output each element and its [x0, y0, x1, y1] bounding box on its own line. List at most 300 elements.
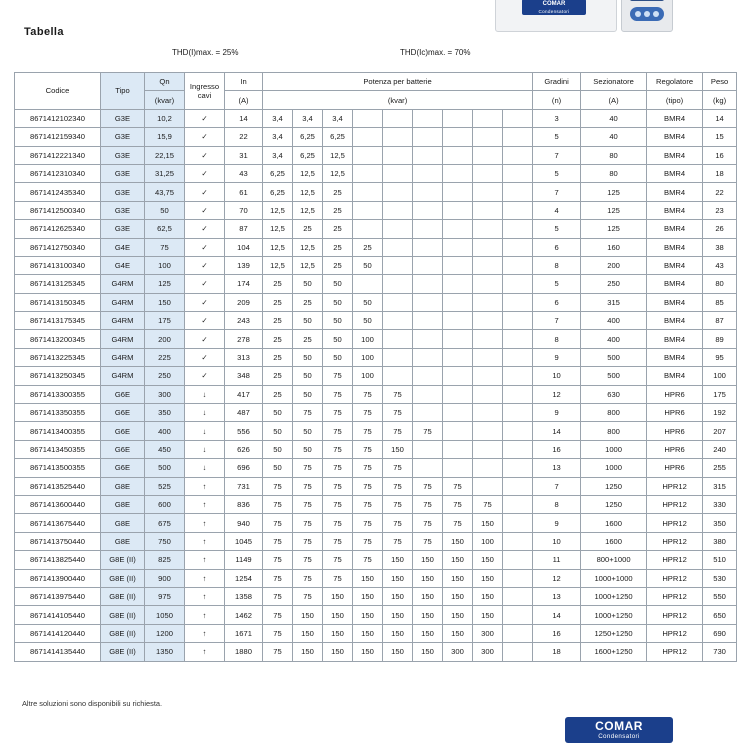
cell-peso: 89: [703, 330, 737, 348]
cell-tipo: G8E (II): [101, 587, 145, 605]
cell-potenza-6: 75: [413, 514, 443, 532]
cell-peso: 690: [703, 624, 737, 642]
cell-in: 1045: [225, 532, 263, 550]
cell-codice: 8671413450355: [15, 440, 101, 458]
cell-potenza-3: 50: [323, 293, 353, 311]
cell-potenza-3: 75: [323, 477, 353, 495]
cell-potenza-4: 75: [353, 514, 383, 532]
cell-in: 31: [225, 146, 263, 164]
header-gradini: Gradini: [533, 73, 581, 91]
cell-potenza-1: 12,5: [263, 201, 293, 219]
cell-potenza-6: [413, 385, 443, 403]
cell-sezionatore: 800: [581, 422, 647, 440]
cell-potenza-6: [413, 109, 443, 127]
cell-potenza-6: 150: [413, 606, 443, 624]
cell-peso: 650: [703, 606, 737, 624]
cell-potenza-4: [353, 128, 383, 146]
cell-potenza-7: [443, 348, 473, 366]
cell-potenza-5: 75: [383, 404, 413, 422]
cell-potenza-9: [503, 624, 533, 642]
cell-potenza-5: [383, 128, 413, 146]
cell-potenza-2: 50: [293, 275, 323, 293]
cell-potenza-2: 12,5: [293, 164, 323, 182]
cell-potenza-8: [473, 238, 503, 256]
cell-potenza-1: 12,5: [263, 220, 293, 238]
cell-regolatore: HPR12: [647, 532, 703, 550]
cell-potenza-9: [503, 183, 533, 201]
cell-peso: 255: [703, 459, 737, 477]
cell-potenza-9: [503, 201, 533, 219]
cell-potenza-5: 150: [383, 587, 413, 605]
unit-regolatore: (tipo): [647, 91, 703, 109]
cell-qn: 50: [145, 201, 185, 219]
cell-potenza-7: [443, 183, 473, 201]
cell-gradini: 12: [533, 569, 581, 587]
cell-codice: 8671414120440: [15, 624, 101, 642]
cell-potenza-5: 75: [383, 385, 413, 403]
cell-potenza-6: [413, 330, 443, 348]
cell-codice: 8671413500355: [15, 459, 101, 477]
table-row: [15, 348, 737, 366]
table-row: [15, 587, 737, 605]
cell-potenza-4: 75: [353, 532, 383, 550]
cell-sezionatore: 125: [581, 201, 647, 219]
cell-in: 1149: [225, 551, 263, 569]
cell-potenza-7: [443, 128, 473, 146]
cell-potenza-9: [503, 146, 533, 164]
cell-potenza-4: 150: [353, 569, 383, 587]
cell-qn: 350: [145, 404, 185, 422]
cell-in: 348: [225, 367, 263, 385]
cell-regolatore: HPR12: [647, 569, 703, 587]
cell-potenza-2: 12,5: [293, 256, 323, 274]
cell-potenza-9: [503, 606, 533, 624]
cell-ingresso-cavi: ✓: [185, 330, 225, 348]
page-title: Tabella: [24, 26, 64, 38]
cell-codice: 8671414105440: [15, 606, 101, 624]
cell-peso: 85: [703, 293, 737, 311]
cell-gradini: 6: [533, 293, 581, 311]
cell-potenza-7: [443, 256, 473, 274]
cell-potenza-9: [503, 587, 533, 605]
cell-ingresso-cavi: ↑: [185, 551, 225, 569]
table-row: [15, 495, 737, 513]
cell-ingresso-cavi: ↑: [185, 643, 225, 661]
cell-qn: 62,5: [145, 220, 185, 238]
cell-potenza-6: [413, 275, 443, 293]
cell-potenza-2: 50: [293, 422, 323, 440]
cell-regolatore: HPR6: [647, 422, 703, 440]
cell-potenza-7: [443, 385, 473, 403]
cell-gradini: 9: [533, 348, 581, 366]
cell-potenza-9: [503, 164, 533, 182]
cell-codice: 8671412159340: [15, 128, 101, 146]
cell-potenza-3: 25: [323, 238, 353, 256]
cell-codice: 8671412310340: [15, 164, 101, 182]
cell-potenza-6: [413, 459, 443, 477]
cell-potenza-9: [503, 256, 533, 274]
cell-potenza-1: 75: [263, 477, 293, 495]
cell-potenza-8: [473, 201, 503, 219]
cell-potenza-5: 75: [383, 514, 413, 532]
cell-potenza-8: [473, 459, 503, 477]
cell-potenza-7: 150: [443, 532, 473, 550]
cell-peso: 100: [703, 367, 737, 385]
cell-regolatore: BMR4: [647, 164, 703, 182]
cell-potenza-5: 75: [383, 477, 413, 495]
cell-ingresso-cavi: ↓: [185, 422, 225, 440]
cell-codice: 8671413300355: [15, 385, 101, 403]
cell-sezionatore: 1600+1250: [581, 643, 647, 661]
cell-regolatore: BMR4: [647, 256, 703, 274]
cell-qn: 975: [145, 587, 185, 605]
cell-sezionatore: 1250: [581, 495, 647, 513]
cell-potenza-7: [443, 440, 473, 458]
cell-codice: 8671412435340: [15, 183, 101, 201]
cell-tipo: G3E: [101, 109, 145, 127]
cell-potenza-6: [413, 367, 443, 385]
cell-ingresso-cavi: ✓: [185, 201, 225, 219]
cell-potenza-3: 12,5: [323, 164, 353, 182]
cell-regolatore: HPR12: [647, 477, 703, 495]
cell-potenza-1: 6,25: [263, 183, 293, 201]
cell-codice: 8671413250345: [15, 367, 101, 385]
cell-potenza-7: 75: [443, 477, 473, 495]
cell-potenza-7: 75: [443, 495, 473, 513]
cell-peso: 730: [703, 643, 737, 661]
cell-tipo: G4E: [101, 256, 145, 274]
cell-qn: 22,15: [145, 146, 185, 164]
cell-potenza-1: 12,5: [263, 256, 293, 274]
cell-potenza-2: 75: [293, 404, 323, 422]
device-display: [630, 0, 664, 1]
cell-regolatore: BMR4: [647, 146, 703, 164]
cell-sezionatore: 80: [581, 164, 647, 182]
table-row: [15, 256, 737, 274]
cell-sezionatore: 315: [581, 293, 647, 311]
cell-ingresso-cavi: ↑: [185, 624, 225, 642]
device-illustration: [495, 0, 675, 30]
cell-potenza-5: [383, 146, 413, 164]
cell-potenza-5: 150: [383, 624, 413, 642]
cell-potenza-3: 150: [323, 606, 353, 624]
cell-qn: 150: [145, 293, 185, 311]
cell-potenza-1: 25: [263, 293, 293, 311]
table-row: [15, 146, 737, 164]
cell-potenza-1: 75: [263, 606, 293, 624]
device-brand-logo: [522, 0, 586, 15]
cell-potenza-1: 75: [263, 587, 293, 605]
cell-codice: 8671413150345: [15, 293, 101, 311]
cell-potenza-4: 150: [353, 643, 383, 661]
cell-codice: 8671413600440: [15, 495, 101, 513]
cell-potenza-8: [473, 128, 503, 146]
cell-in: 1880: [225, 643, 263, 661]
cell-gradini: 3: [533, 109, 581, 127]
cell-potenza-6: [413, 440, 443, 458]
cell-potenza-2: 12,5: [293, 201, 323, 219]
cell-potenza-5: [383, 238, 413, 256]
cell-potenza-7: [443, 238, 473, 256]
cell-gradini: 7: [533, 183, 581, 201]
cell-ingresso-cavi: ✓: [185, 146, 225, 164]
header-in: In: [225, 73, 263, 91]
cell-potenza-6: [413, 238, 443, 256]
cell-peso: 26: [703, 220, 737, 238]
header-codice: Codice: [15, 73, 101, 110]
cell-potenza-1: 75: [263, 569, 293, 587]
cell-potenza-2: 50: [293, 385, 323, 403]
cell-potenza-2: 12,5: [293, 183, 323, 201]
cell-regolatore: HPR12: [647, 643, 703, 661]
cell-tipo: G4RM: [101, 312, 145, 330]
cell-potenza-1: 3,4: [263, 146, 293, 164]
cell-peso: 550: [703, 587, 737, 605]
cell-codice: 8671412750340: [15, 238, 101, 256]
cell-potenza-5: 75: [383, 459, 413, 477]
header-peso: Peso: [703, 73, 737, 91]
cell-potenza-8: [473, 367, 503, 385]
cell-qn: 75: [145, 238, 185, 256]
cell-potenza-2: 75: [293, 495, 323, 513]
cell-potenza-7: [443, 459, 473, 477]
cell-qn: 200: [145, 330, 185, 348]
cell-potenza-3: 75: [323, 495, 353, 513]
table-row: [15, 183, 737, 201]
cell-potenza-2: 75: [293, 477, 323, 495]
cell-potenza-2: 50: [293, 367, 323, 385]
cell-potenza-4: 75: [353, 551, 383, 569]
cell-ingresso-cavi: ↑: [185, 569, 225, 587]
cell-regolatore: BMR4: [647, 275, 703, 293]
cell-potenza-6: [413, 201, 443, 219]
cell-potenza-2: 25: [293, 293, 323, 311]
cell-qn: 675: [145, 514, 185, 532]
cell-gradini: 9: [533, 514, 581, 532]
cell-potenza-5: 150: [383, 643, 413, 661]
cell-potenza-1: 6,25: [263, 164, 293, 182]
cell-ingresso-cavi: ↓: [185, 385, 225, 403]
cell-potenza-6: [413, 220, 443, 238]
cell-sezionatore: 1000+1000: [581, 569, 647, 587]
cell-regolatore: HPR12: [647, 551, 703, 569]
cell-peso: 530: [703, 569, 737, 587]
cell-qn: 125: [145, 275, 185, 293]
cell-potenza-5: 150: [383, 440, 413, 458]
cell-potenza-1: 25: [263, 367, 293, 385]
cell-potenza-8: [473, 256, 503, 274]
cell-potenza-8: [473, 293, 503, 311]
cell-potenza-1: 3,4: [263, 109, 293, 127]
cell-potenza-3: 12,5: [323, 146, 353, 164]
cell-potenza-1: 25: [263, 385, 293, 403]
cell-gradini: 6: [533, 238, 581, 256]
cell-potenza-4: [353, 183, 383, 201]
cell-sezionatore: 500: [581, 367, 647, 385]
cell-sezionatore: 250: [581, 275, 647, 293]
cell-potenza-2: 6,25: [293, 128, 323, 146]
cell-potenza-7: 150: [443, 569, 473, 587]
cell-ingresso-cavi: ✓: [185, 367, 225, 385]
cell-gradini: 16: [533, 624, 581, 642]
cell-tipo: G4RM: [101, 348, 145, 366]
cell-potenza-6: 150: [413, 643, 443, 661]
table-row: [15, 404, 737, 422]
cell-ingresso-cavi: ↑: [185, 477, 225, 495]
cell-gradini: 4: [533, 201, 581, 219]
cell-potenza-5: [383, 220, 413, 238]
cell-regolatore: BMR4: [647, 312, 703, 330]
cell-qn: 10,2: [145, 109, 185, 127]
cell-regolatore: HPR12: [647, 624, 703, 642]
cell-potenza-9: [503, 275, 533, 293]
cell-peso: 95: [703, 348, 737, 366]
cell-codice: 8671413825440: [15, 551, 101, 569]
cell-in: 1254: [225, 569, 263, 587]
cell-potenza-1: 75: [263, 532, 293, 550]
cell-in: 104: [225, 238, 263, 256]
cell-sezionatore: 125: [581, 220, 647, 238]
cell-tipo: G4RM: [101, 275, 145, 293]
cell-peso: 192: [703, 404, 737, 422]
cell-sezionatore: 630: [581, 385, 647, 403]
cell-potenza-6: 75: [413, 422, 443, 440]
thd-ic-max: THD(Ic)max. = 70%: [400, 48, 471, 57]
cell-tipo: G3E: [101, 183, 145, 201]
cell-potenza-3: 150: [323, 643, 353, 661]
thd-i-max: THD(I)max. = 25%: [172, 48, 239, 57]
cell-gradini: 8: [533, 256, 581, 274]
cell-codice: 8671413100340: [15, 256, 101, 274]
cell-potenza-8: [473, 440, 503, 458]
cell-sezionatore: 1000+1250: [581, 606, 647, 624]
cell-potenza-5: [383, 367, 413, 385]
cell-potenza-1: 50: [263, 440, 293, 458]
cell-potenza-3: 75: [323, 532, 353, 550]
cell-potenza-8: 150: [473, 587, 503, 605]
cell-potenza-6: [413, 348, 443, 366]
table-body: [15, 109, 737, 661]
cell-gradini: 5: [533, 164, 581, 182]
cell-qn: 750: [145, 532, 185, 550]
cell-potenza-9: [503, 330, 533, 348]
cell-peso: 80: [703, 275, 737, 293]
cell-ingresso-cavi: ✓: [185, 183, 225, 201]
cell-potenza-8: [473, 109, 503, 127]
cell-potenza-6: 75: [413, 532, 443, 550]
device-controller: [621, 0, 673, 32]
cell-potenza-4: 150: [353, 606, 383, 624]
cell-codice: 8671413175345: [15, 312, 101, 330]
specifications-table-wrapper: [14, 72, 729, 662]
cell-potenza-4: 25: [353, 238, 383, 256]
cell-potenza-6: [413, 128, 443, 146]
cell-gradini: 16: [533, 440, 581, 458]
cell-peso: 207: [703, 422, 737, 440]
table-row: [15, 109, 737, 127]
cell-gradini: 5: [533, 275, 581, 293]
cell-in: 313: [225, 348, 263, 366]
cell-potenza-3: 75: [323, 367, 353, 385]
cell-in: 22: [225, 128, 263, 146]
cell-potenza-7: [443, 422, 473, 440]
cell-ingresso-cavi: ↓: [185, 404, 225, 422]
cell-potenza-3: 75: [323, 569, 353, 587]
cell-ingresso-cavi: ↑: [185, 606, 225, 624]
header-potenza-per-batterie: Potenza per batterie: [263, 73, 533, 91]
cell-in: 243: [225, 312, 263, 330]
cell-ingresso-cavi: ✓: [185, 348, 225, 366]
table-row: [15, 220, 737, 238]
cell-potenza-3: 75: [323, 385, 353, 403]
cell-potenza-2: 150: [293, 643, 323, 661]
cell-potenza-7: [443, 146, 473, 164]
cell-gradini: 5: [533, 220, 581, 238]
specifications-table: [14, 72, 737, 662]
cell-potenza-2: 75: [293, 587, 323, 605]
cell-tipo: G6E: [101, 385, 145, 403]
table-row: [15, 164, 737, 182]
cell-regolatore: BMR4: [647, 330, 703, 348]
cell-potenza-1: 50: [263, 422, 293, 440]
cell-sezionatore: 40: [581, 128, 647, 146]
cell-peso: 380: [703, 532, 737, 550]
cell-qn: 15,9: [145, 128, 185, 146]
cell-potenza-6: [413, 164, 443, 182]
cell-potenza-9: [503, 569, 533, 587]
cell-potenza-3: 50: [323, 330, 353, 348]
cell-potenza-8: 150: [473, 569, 503, 587]
cell-potenza-2: 50: [293, 312, 323, 330]
cell-potenza-2: 75: [293, 551, 323, 569]
cell-potenza-2: 3,4: [293, 109, 323, 127]
cell-potenza-6: 150: [413, 624, 443, 642]
cell-potenza-5: [383, 348, 413, 366]
cell-potenza-1: 25: [263, 330, 293, 348]
cell-qn: 1200: [145, 624, 185, 642]
cell-tipo: G6E: [101, 422, 145, 440]
cell-potenza-9: [503, 514, 533, 532]
cell-tipo: G6E: [101, 404, 145, 422]
cell-gradini: 10: [533, 532, 581, 550]
cell-potenza-7: [443, 201, 473, 219]
cell-ingresso-cavi: ↑: [185, 514, 225, 532]
cell-in: 174: [225, 275, 263, 293]
cell-potenza-4: 75: [353, 477, 383, 495]
cell-in: 87: [225, 220, 263, 238]
cell-qn: 825: [145, 551, 185, 569]
cell-potenza-5: [383, 109, 413, 127]
cell-potenza-5: [383, 330, 413, 348]
cell-gradini: 5: [533, 128, 581, 146]
cell-peso: 22: [703, 183, 737, 201]
cell-tipo: G8E (II): [101, 643, 145, 661]
header-regolatore: Regolatore: [647, 73, 703, 91]
unit-gradini: (n): [533, 91, 581, 109]
cell-tipo: G8E: [101, 495, 145, 513]
cell-potenza-4: 75: [353, 422, 383, 440]
table-row: [15, 514, 737, 532]
table-row: [15, 275, 737, 293]
cell-potenza-9: [503, 643, 533, 661]
cell-ingresso-cavi: ✓: [185, 109, 225, 127]
cell-potenza-8: [473, 404, 503, 422]
cell-potenza-2: 50: [293, 348, 323, 366]
table-row: [15, 367, 737, 385]
cell-potenza-1: 75: [263, 643, 293, 661]
cell-potenza-4: [353, 220, 383, 238]
footer-brand-sub: Condensatori: [598, 733, 640, 740]
